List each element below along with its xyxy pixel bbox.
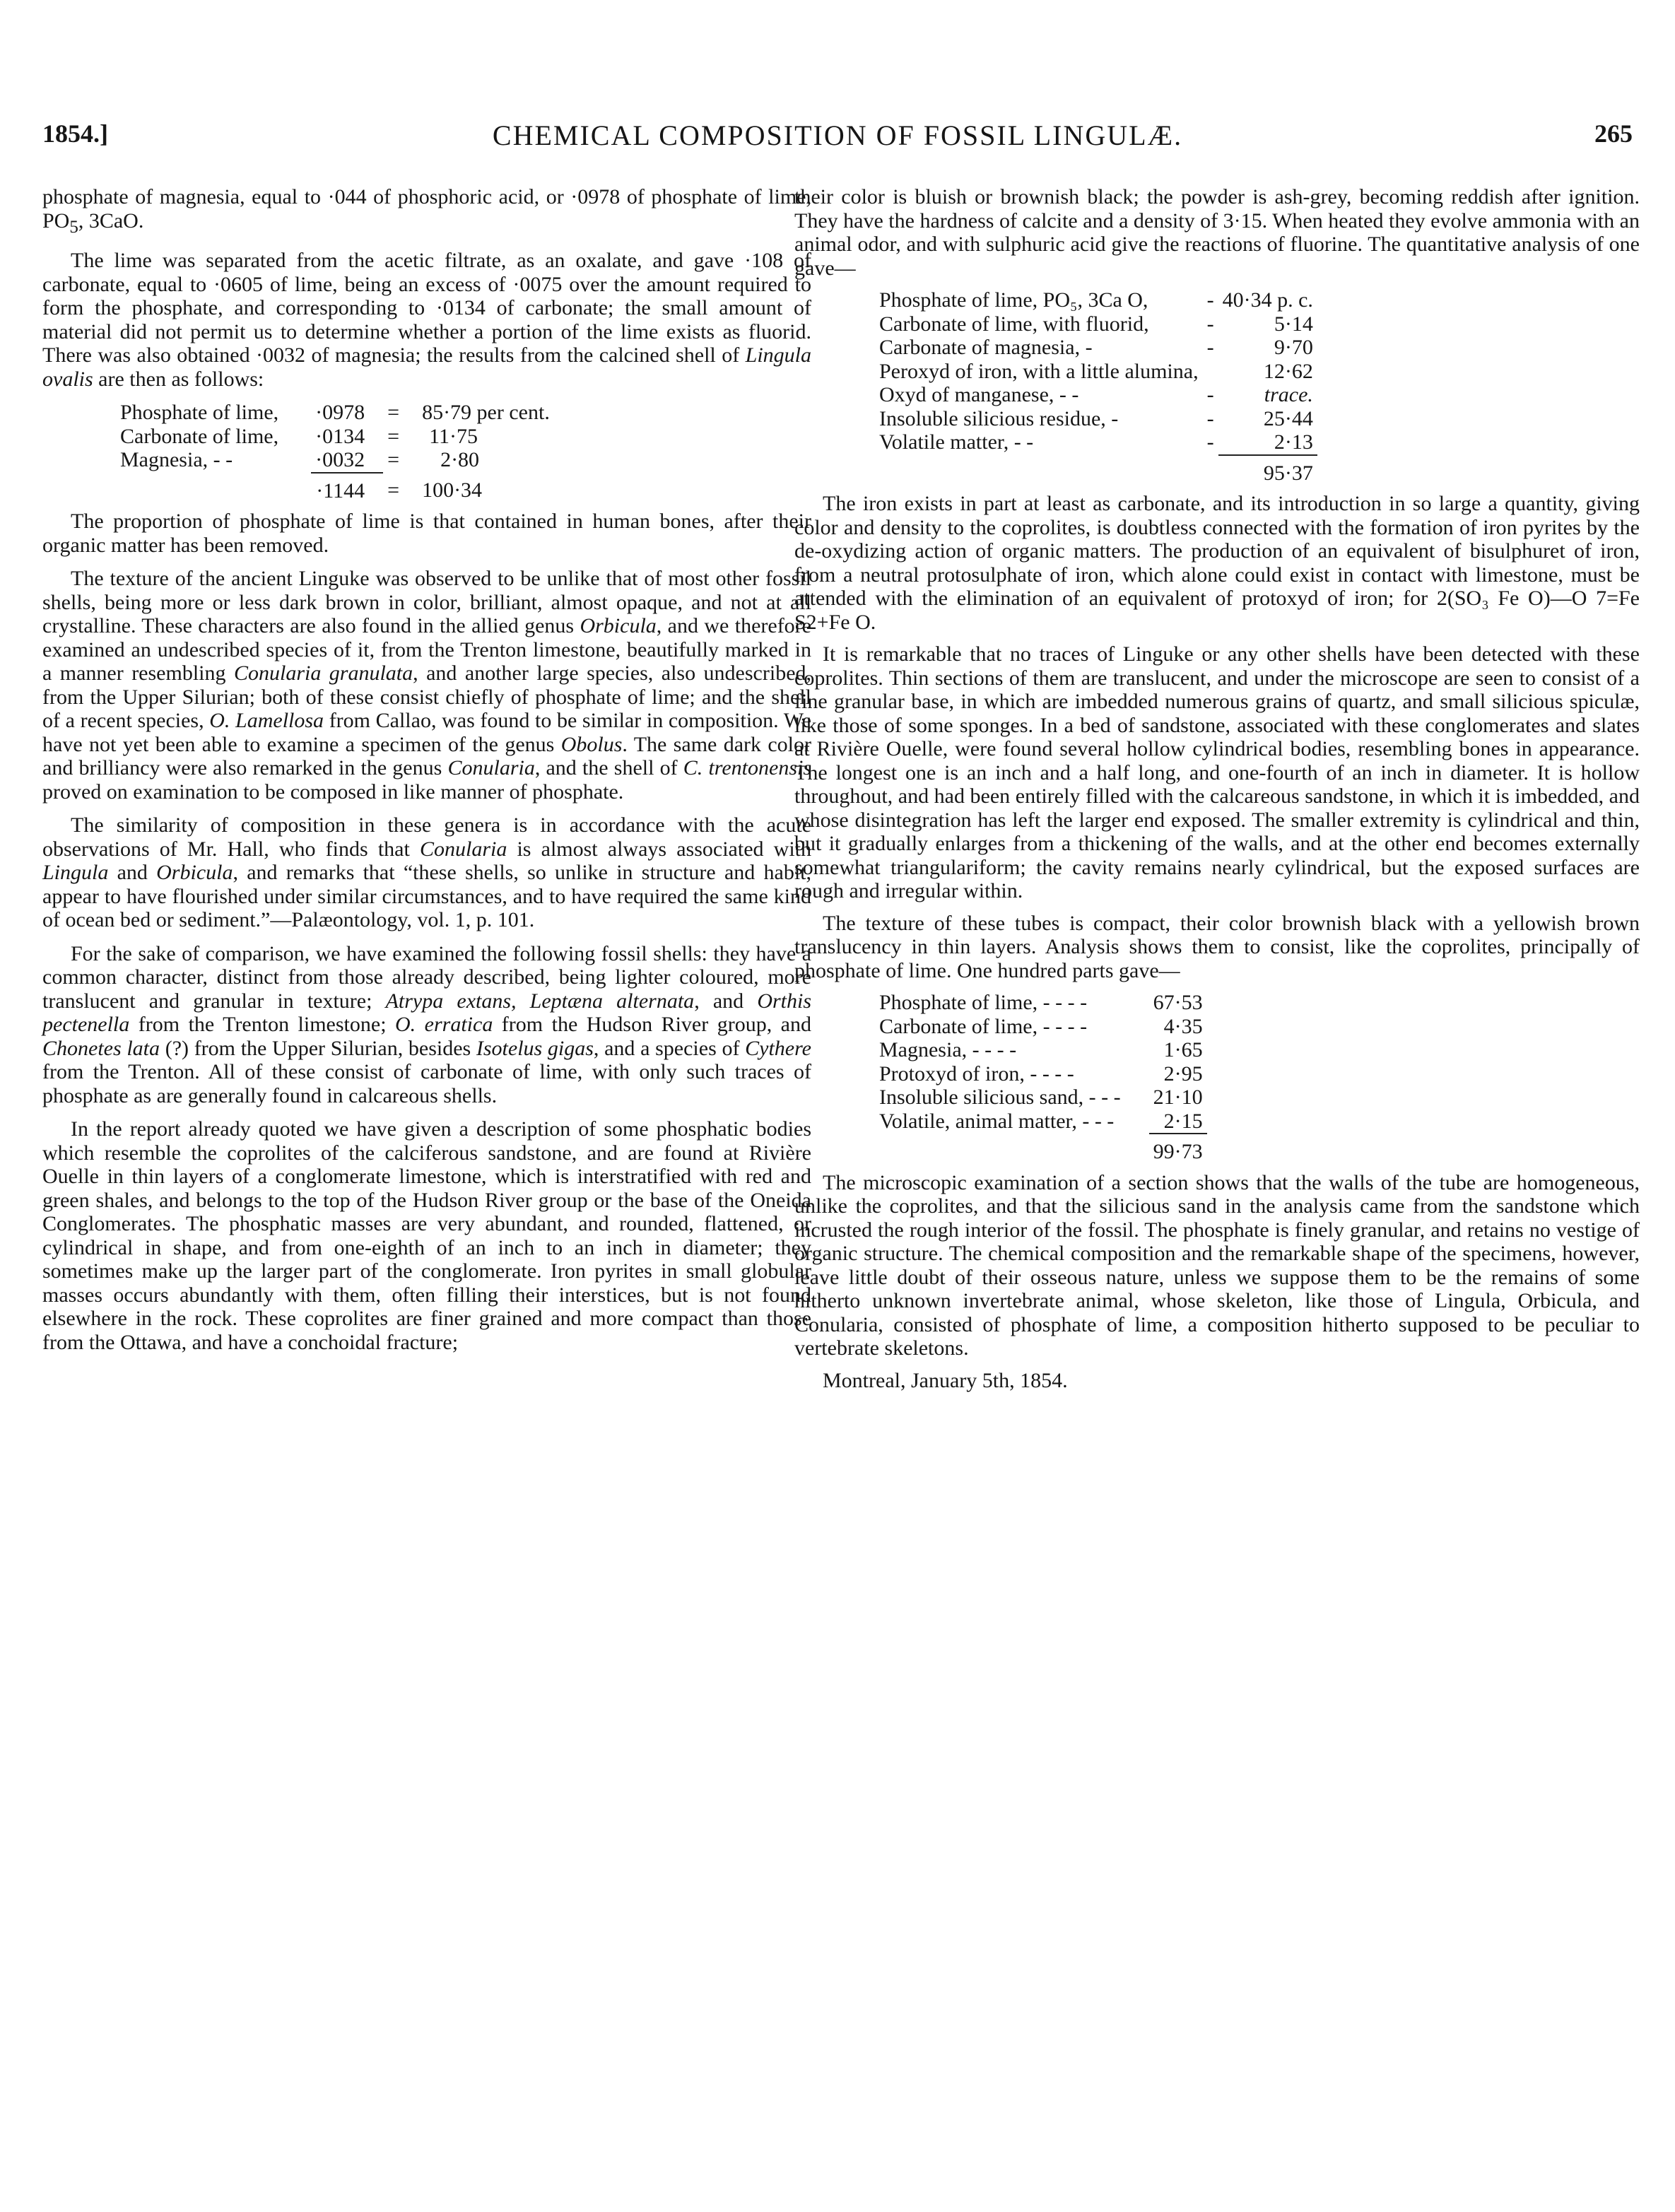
header-year: 1854.]	[42, 119, 108, 148]
tube-analysis-table	[875, 991, 1207, 1164]
signoff: Montreal, January 5th, 1854.	[823, 1368, 1068, 1392]
paragraph: phosphate of magnesia, equal to ·044 of phosphoric acid, or ·0978 of phosphate of lime, $PO_5$, 3CaO.	[42, 185, 811, 237]
paragraph: The lime was separated from the acetic filtrate, as an oxalate, and gave ·108 of carbonate, equal to ·0605 of lime, being an excess of ·0075 over the amount required to form the phosphate, and corresponding to ·0134 of carbonate; the small amount of material did not permit us to determine whether a portion of the lime exists as fluorid. There was also obtained ·0032 of magnesia; the results from the calcined shell of Lingula ovalis are then as follows:	[42, 249, 811, 391]
paragraph: The texture of the ancient Linguke was observed to be unlike that of most other fossil shells, being more or less dark brown in color, brilliant, almost opaque, and not at all crystalline. These characters are also found in the allied genus Orbicula, and we therefore examined an undescribed species of it, from the Trenton limestone, beautifully marked in a manner resembling Conularia granulata, and another large species, also undescribed, from the Upper Silurian; both of these consist chiefly of phosphate of lime; and the shell of a recent species, O. Lamellosa from Callao, was found to be similar in composition. We have not yet been able to examine a specimen of the genus Obolus. The same dark color and brilliancy were also remarked in the genus Conularia, and the shell of C. trentonensis proved on examination to be composed in like manner of phosphate.	[42, 567, 812, 804]
paragraph: The similarity of composition in these genera is in accordance with the acute observations of Mr. Hall, who finds that Conularia is almost always associated with Lingula and Orbicula, and remarks that “these shells, so unlike in structure and habit, appear to have flourished under similar circumstances, and to have required the same kind of ocean bed or sediment.”—Palæontology, vol. 1, p. 101.	[42, 813, 811, 931]
table-row: Volatile matter, - - - 2·13	[879, 430, 1313, 454]
page-number: 265	[1594, 119, 1633, 148]
table-row: Peroxyd of iron, with a little alumina, 12·62	[879, 359, 1313, 383]
shell-analysis-table	[116, 401, 554, 502]
paragraph: The microscopic examination of a section shows that the walls of the tube are homogeneous, unlike the coprolites, and that the silicious sand in the analysis came from the sandstone which incrusted the rough interior of the fossil. The phosphate is finely granular, and retains no vestige of organic structure. The chemical composition and the remarkable shape of the specimens, however, leave little doubt of their osseous nature, unless we suppose them to be the remains of some hitherto unknown invertebrate animal, whose skeleton, like those of Lingula, Orbicula, and Conularia, consisted of phosphate of lime, a composition hitherto supposed to be peculiar to vertebrate skeletons.	[794, 1170, 1640, 1360]
paragraph: their color is bluish or brownish black; the powder is ash-grey, becoming reddish after ignition. They have the hardness of calcite and a density of 3·15. When heated they evolve ammonia with an animal odor, and with sulphuric acid give the reactions of fluorine. The quantitative analysis of one gave—	[794, 185, 1640, 280]
right-column	[794, 185, 1640, 1401]
coprolite-analysis-table	[875, 288, 1317, 485]
table-row: Insoluble silicious residue, - - 25·44	[879, 406, 1313, 430]
page-header	[42, 119, 1633, 168]
table-total-row: 95·37	[875, 455, 1317, 486]
table-row: Magnesia, - - ·0032 = 2·80	[120, 448, 480, 471]
table-row: Carbonate of lime, with fluorid, - 5·14	[879, 312, 1313, 336]
table-row: Carbonate of lime, - - - - 4·35	[879, 1014, 1203, 1038]
table-row: Phosphate of lime, ·0978 = 85·79 per cent.	[120, 401, 550, 424]
paragraph: In the report already quoted we have given a description of some phosphatic bodies which resemble the coprolites of the calciferous sandstone, and are found at Rivière Ouelle in thin layers of a conglomerate limestone, which is interstratified with red and green shales, and belongs to the top of the Hudson River group or the base of the Oneida Conglomerates. The phosphatic masses are very abundant, and rounded, flattened, or cylindrical in shape, and from one-eighth of an inch to an inch in diameter; they sometimes make up the larger part of the conglomerate. Iron pyrites in small globular masses occurs abundantly with them, often filling their interstices, but is not found elsewhere in the rock. These coprolites are finer grained and more compact than those from the Ottawa, and have a conchoidal fracture;	[42, 1117, 811, 1354]
paragraph: The iron exists in part at least as carbonate, and its introduction in so large a quantity, giving color and density to the coprolites, is doubtless connected with the formation of iron pyrites by the de-oxydizing action of organic matters. The production of an equivalent of bisulphuret of iron, from a neutral protosulphate of iron, which alone could exist in contact with limestone, must be attended with the elimination of an equivalent of protoxyd of iron; for 2(SO₃ Fe O)—O 7=Fe S2+Fe O.	[794, 492, 1640, 634]
table-row: Magnesia, - - - - 1·65	[879, 1038, 1203, 1061]
left-column	[42, 185, 811, 1364]
table-total-row: 99·73	[875, 1134, 1207, 1164]
paragraph: It is remarkable that no traces of Linguke or any other shells have been detected with these coprolites. Thin sections of them are translucent, and under the microscope are seen to consist of a fine granular base, in which are imbedded numerous grains of quartz, and small silicious spiculæ, like those of some sponges. In a bed of sandstone, associated with these conglomerates and slates at Rivière Ouelle, were found several hollow cylindrical bodies, resembling bones in appearance. The longest one is an inch and a half long, and one-fourth of an inch in diameter. It is hollow throughout, and had been entirely filled with the calcareous sandstone, in which it is imbedded, and whose disintegration has left the larger end exposed. The smaller extremity is cylindrical and thin, but it gradually enlarges from a thickening of the walls, and at the other end becomes externally somewhat triangulariform; the cavity remains nearly cylindrical, but the exposed surfaces are rough and irregular within.	[794, 642, 1640, 902]
table-row: Oxyd of manganese, - - - trace.	[879, 383, 1313, 406]
running-title: CHEMICAL COMPOSITION OF FOSSIL LINGULÆ.	[492, 119, 1183, 151]
table-row: Protoxyd of iron, - - - - 2·95	[879, 1061, 1203, 1086]
paragraph: The proportion of phosphate of lime is that contained in human bones, after their organic matter has been removed.	[42, 510, 811, 557]
table-row: Carbonate of lime, ·0134 = 11·75	[120, 424, 478, 448]
table-row: Insoluble silicious sand, - - - 21·10	[879, 1086, 1203, 1109]
table-total-row: ·1144 = 100·34	[116, 473, 554, 503]
paragraph: The texture of these tubes is compact, their color brownish black with a yellowish brown translucency in thin layers. Analysis shows them to consist, like the coprolites, principally of phosphate of lime. One hundred parts gave—	[794, 911, 1640, 982]
table-row: Carbonate of magnesia, - - 9·70	[879, 336, 1313, 359]
table-row: Volatile, animal matter, - - - 2·15	[879, 1109, 1203, 1133]
paragraph: For the sake of comparison, we have examined the following fossil shells: they have a common character, distinct from those already described, being lighter coloured, more translucent and granular in texture; Atrypa extans, Leptæna alternata, and Orthis pectenella from the Trenton limestone; O. erratica from the Hudson River group, and Chonetes lata (?) from the Upper Silurian, besides Isotelus gigas, and a species of Cythere from the Trenton. All of these consist of carbonate of lime, with only such traces of phosphate as are generally found in calcareous shells.	[42, 941, 811, 1107]
table-row: Phosphate of lime, PO₅, 3Ca O, - 40·34 p. c.	[879, 288, 1313, 312]
table-row: Phosphate of lime, - - - - 67·53	[879, 991, 1203, 1014]
